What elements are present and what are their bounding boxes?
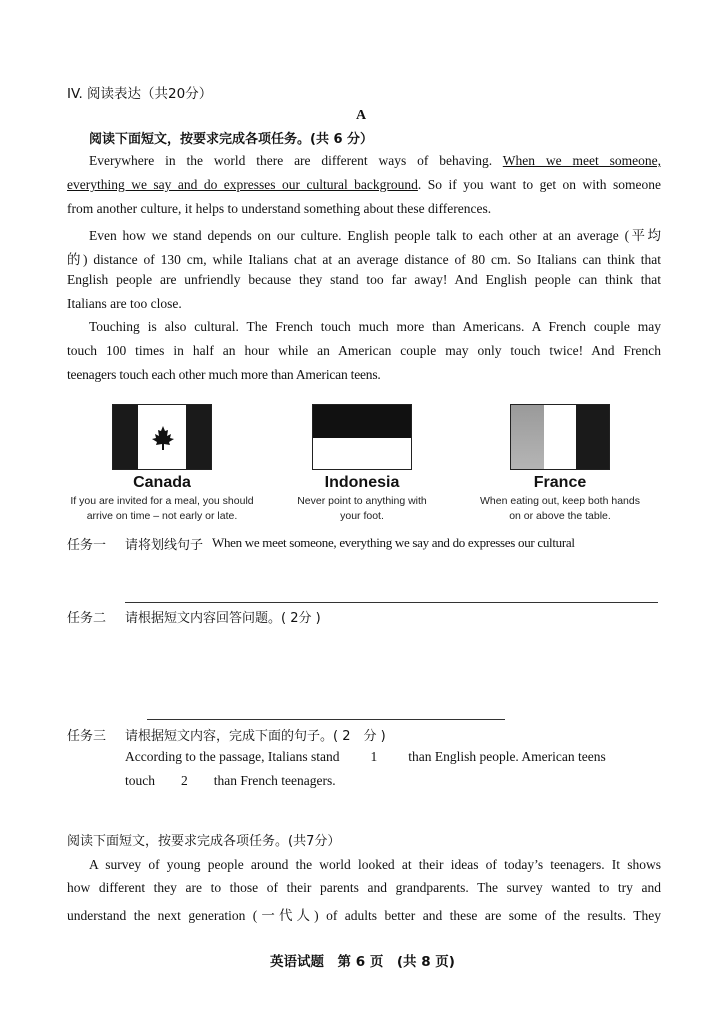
task-1-answer-line[interactable] <box>125 602 658 603</box>
task-1-text: 请将划线句子 <box>125 538 204 553</box>
passage-a-instruction: 阅读下面短文，按要求完成各项任务。(共 6 分） <box>89 132 374 147</box>
passage-b-line-3: understand the next generation (一代人) of adults better and these are some of the results. They <box>67 908 661 923</box>
blank-1[interactable]: 1 <box>370 749 378 764</box>
france-caption: When eating out, keep both hands on or above the table. <box>480 495 640 522</box>
passage-b-instruction: 阅读下面短文，按要求完成各项任务。(共7分） <box>67 834 341 849</box>
p1-plain: Everywhere in the world there are different ways of behaving. <box>89 153 493 168</box>
indonesia-flag <box>312 404 412 470</box>
paragraph-2-line-2: 的) distance of 130 cm, while Italians chat at an average distance of 80 cm. So Italians can think that <box>67 252 661 267</box>
underlined-sentence-part-2: everything we say and do expresses our cultural background <box>67 177 418 192</box>
task-1-label: 任务一 <box>67 538 107 553</box>
task-2-label: 任务二 <box>67 611 107 626</box>
passage-b-line-2: how different they are to those of their parents and grandparents. The survey wanted to try and <box>67 880 661 895</box>
task-3-label: 任务三 <box>67 729 107 744</box>
section-title: IV. 阅读表达（共20分） <box>67 86 213 102</box>
france-label: France <box>533 474 587 491</box>
paragraph-3-line-1: Touching is also cultural. The French touch much more than Americans. A French couple may <box>89 319 661 334</box>
canada-label: Canada <box>133 474 191 491</box>
paragraph-2-line-4: Italians are too close. <box>67 296 182 311</box>
task-3-text: 请根据短文内容，完成下面的句子。( 2 分 ) <box>125 729 386 744</box>
paragraph-2-line-1: Even how we stand depends on our culture. English people talk to each other at an average (平均 <box>89 228 661 243</box>
page-footer: 英语试题 第 6 页 (共 8 页) <box>270 954 455 970</box>
task-2-text: 请根据短文内容回答问题。( 2分 ) <box>125 611 321 626</box>
paragraph-3-line-3: teenagers touch each other much more than American teens. <box>67 367 381 382</box>
p1-plain-2: . So if you want to get on with someone <box>417 177 661 192</box>
france-flag <box>510 404 610 470</box>
underlined-sentence-part-1: When we meet someone, <box>502 153 661 168</box>
canada-caption: If you are invited for a meal, you should arrive on time – not early or late. <box>70 495 254 522</box>
indonesia-caption: Never point to anything with your foot. <box>297 495 427 522</box>
blank-2[interactable]: 2 <box>181 773 188 788</box>
canada-flag <box>112 404 212 470</box>
passage-b-line-1: A survey of young people around the world looked at their ideas of today’s teenagers. It shows <box>89 857 661 872</box>
task-1-sentence: When we meet someone, everything we say and do expresses our cultural <box>212 535 575 550</box>
paragraph-3-line-2: touch 100 times in half an hour while an American couple may only touch twice! And French <box>67 343 661 358</box>
paragraph-1-line-2 <box>67 177 661 193</box>
paragraph-2-line-3: English people are unfriendly because they stand too far away! And English people can think that <box>67 272 661 287</box>
task-2-answer-line[interactable] <box>147 719 505 720</box>
task-3-line-1: According to the passage, Italians stand 1 than English people. American teens <box>125 749 606 764</box>
indonesia-label: Indonesia <box>324 474 400 491</box>
paragraph-1-line-1 <box>89 153 661 169</box>
maple-leaf-icon <box>150 425 176 451</box>
paragraph-1-line-3: from another culture, it helps to understand something about these differences. <box>67 201 492 216</box>
passage-letter: A <box>356 108 367 123</box>
task-3-line-2: touch 2 than French teenagers. <box>125 773 336 788</box>
